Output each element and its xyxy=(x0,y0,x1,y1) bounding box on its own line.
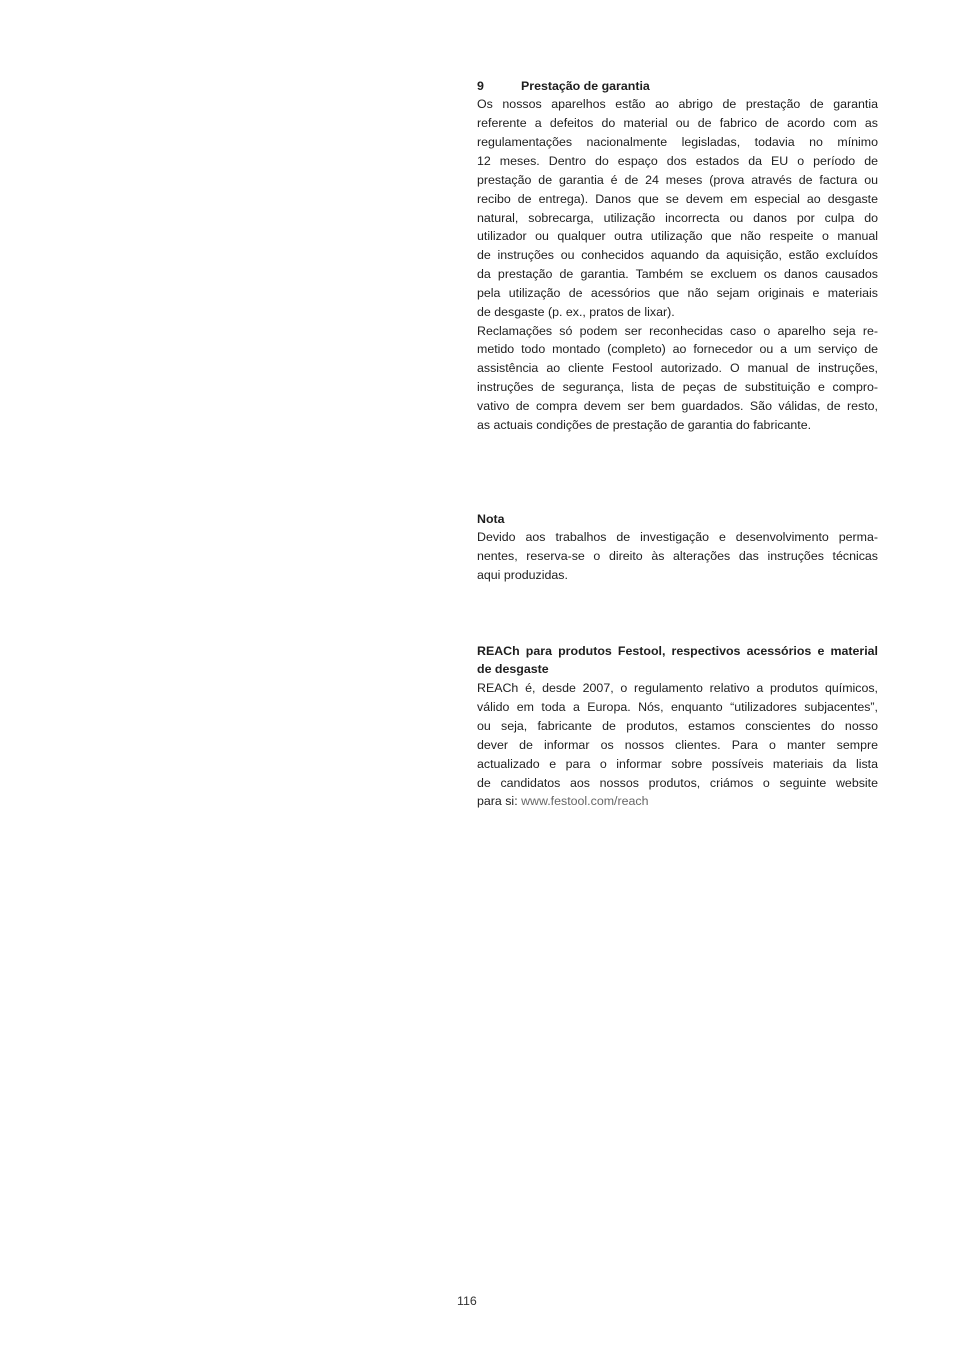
text-line: prestação de garantia é de 24 meses (prova através de factura ou xyxy=(477,172,878,187)
reach-title-line: REACh para produtos Festool, respectivos acessórios e material xyxy=(477,643,878,658)
text-line: de desgaste (p. ex., pratos de lixar). xyxy=(477,304,675,319)
text-line: actualizado e para o informar sobre possíveis materiais da lista xyxy=(477,756,878,771)
text-line: Reclamações só podem ser reconhecidas caso o aparelho seja re- xyxy=(477,323,878,338)
text-line: nentes, reserva-se o direito às alterações das instruções técnicas xyxy=(477,549,878,564)
text-line: pela utilização de acessórios que não sejam originais e materiais xyxy=(477,285,878,300)
text-line: da prestação de garantia. Também se excluem os danos causados xyxy=(477,267,878,282)
text-line: Os nossos aparelhos estão ao abrigo de prestação de garantia xyxy=(477,97,878,112)
text-line: instruções de segurança, lista de peças de substituição e compro- xyxy=(477,380,878,395)
note-title: Nota xyxy=(477,511,505,526)
text-line: vativo de compra devem ser bem guardados. São válidas, de resto, xyxy=(477,398,878,413)
text-line: ou seja, fabricante de produtos, estamos conscientes do nosso xyxy=(477,718,878,733)
text-line: as actuais condições de prestação de garantia do fabricante. xyxy=(477,417,812,432)
reach-title-line: de desgaste xyxy=(477,662,549,677)
text-line: 12 meses. Dentro do espaço dos estados da EU o período de xyxy=(477,153,878,168)
text-line: aqui produzidas. xyxy=(477,568,568,583)
reach-section xyxy=(477,642,878,812)
text-line: referente a defeitos do material ou de fabrico de acordo com as xyxy=(477,116,878,131)
text-line: assistência ao cliente Festool autorizado. O manual de instruções, xyxy=(477,361,878,376)
text-line: de candidatos aos nossos produtos, criámos o seguinte website xyxy=(477,775,878,790)
section-number: 9 xyxy=(477,78,484,93)
text-line: de instruções ou conhecidos aquando da aquisição, estão excluídos xyxy=(477,248,878,263)
text-line: recibo de entrega). Danos que se devem em especial ao desgaste xyxy=(477,191,878,206)
text-line: Devido aos trabalhos de investigação e desenvolvimento perma- xyxy=(477,530,878,545)
warranty-section xyxy=(477,77,878,435)
warranty-paragraph-2 xyxy=(477,322,878,435)
reach-website-link[interactable]: www.festool.com/reach xyxy=(521,794,649,809)
text-line: utilizador ou qualquer outra utilização que não respeite o manual xyxy=(477,229,878,244)
text-line xyxy=(477,792,878,811)
text-line: regulamentações nacionalmente legisladas, todavia no mínimo xyxy=(477,135,878,150)
text-line: REACh é, desde 2007, o regulamento relativo a produtos químicos, xyxy=(477,681,878,696)
text-line: dever de informar os nossos clientes. Para o manter sempre xyxy=(477,737,878,752)
section-title: Prestação de garantia xyxy=(521,78,650,93)
page-number: 116 xyxy=(457,1294,477,1308)
warranty-paragraph-1 xyxy=(477,95,878,321)
text-line: válido em toda a Europa. Nós, enquanto “utilizadores subjacentes”, xyxy=(477,700,878,715)
text-line: natural, sobrecarga, utilização incorrecta ou danos por culpa do xyxy=(477,210,878,225)
text-line: metido todo montado (completo) ao fornecedor ou a um serviço de xyxy=(477,342,878,357)
warranty-heading xyxy=(477,77,878,96)
note-section xyxy=(477,510,878,585)
reach-last-line-prefix: para si: xyxy=(477,794,522,809)
